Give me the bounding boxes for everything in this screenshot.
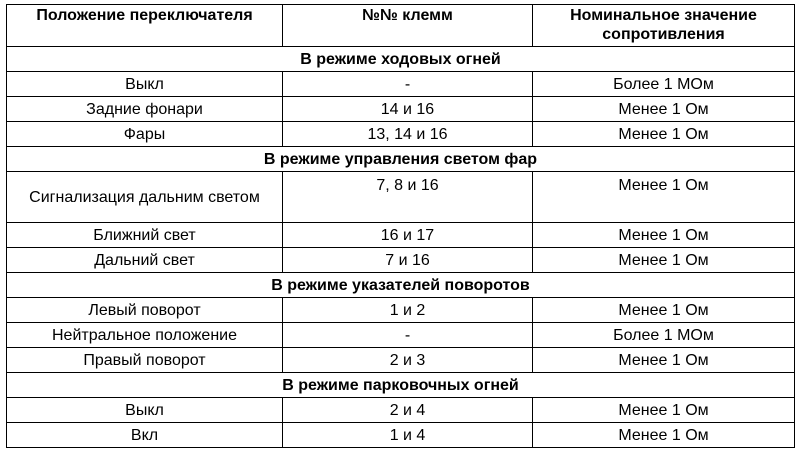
cell-resistance: Менее 1 Ом [533,423,795,448]
cell-terminals: 1 и 2 [283,298,533,323]
header-position: Положение переключателя [7,5,283,47]
cell-terminals: 14 и 16 [283,97,533,122]
table-row [7,248,795,273]
cell-terminals: - [283,323,533,348]
cell-resistance: Менее 1 Ом [533,223,795,248]
cell-position: Выкл [7,72,283,97]
cell-resistance: Менее 1 Ом [533,172,795,223]
cell-terminals: 16 и 17 [283,223,533,248]
table-row [7,72,795,97]
cell-resistance: Более 1 МОм [533,323,795,348]
cell-position: Выкл [7,398,283,423]
cell-position: Вкл [7,423,283,448]
header-terminals: №№ клемм [283,5,533,47]
cell-terminals: 1 и 4 [283,423,533,448]
cell-resistance: Менее 1 Ом [533,248,795,273]
header-row [7,5,795,47]
table-row [7,172,795,223]
cell-position: Фары [7,122,283,147]
cell-position: Дальний свет [7,248,283,273]
cell-resistance: Менее 1 Ом [533,298,795,323]
table-row [7,348,795,373]
cell-position: Левый поворот [7,298,283,323]
table-row [7,298,795,323]
cell-resistance: Менее 1 Ом [533,348,795,373]
cell-resistance: Менее 1 Ом [533,122,795,147]
section-title: В режиме парковочных огней [7,373,795,398]
table-row [7,323,795,348]
cell-resistance: Менее 1 Ом [533,97,795,122]
cell-position: Ближний свет [7,223,283,248]
cell-resistance: Менее 1 Ом [533,398,795,423]
section-title: В режиме ходовых огней [7,47,795,72]
table-row [7,398,795,423]
cell-resistance: Более 1 МОм [533,72,795,97]
section-title: В режиме управления светом фар [7,147,795,172]
header-resistance: Номинальное значение сопротивления [533,5,795,47]
cell-terminals: 7 и 16 [283,248,533,273]
section-row [7,147,795,172]
table-row [7,423,795,448]
section-row [7,47,795,72]
table-row [7,223,795,248]
switch-resistance-table [6,4,795,448]
cell-terminals: 7, 8 и 16 [283,172,533,223]
cell-terminals: - [283,72,533,97]
cell-position: Задние фонари [7,97,283,122]
cell-position: Нейтральное положение [7,323,283,348]
section-title: В режиме указателей поворотов [7,273,795,298]
section-row [7,273,795,298]
cell-position: Сигнализация дальним светом [7,172,283,223]
section-row [7,373,795,398]
table-row [7,97,795,122]
cell-position: Правый поворот [7,348,283,373]
cell-terminals: 13, 14 и 16 [283,122,533,147]
cell-terminals: 2 и 4 [283,398,533,423]
cell-terminals: 2 и 3 [283,348,533,373]
table-row [7,122,795,147]
